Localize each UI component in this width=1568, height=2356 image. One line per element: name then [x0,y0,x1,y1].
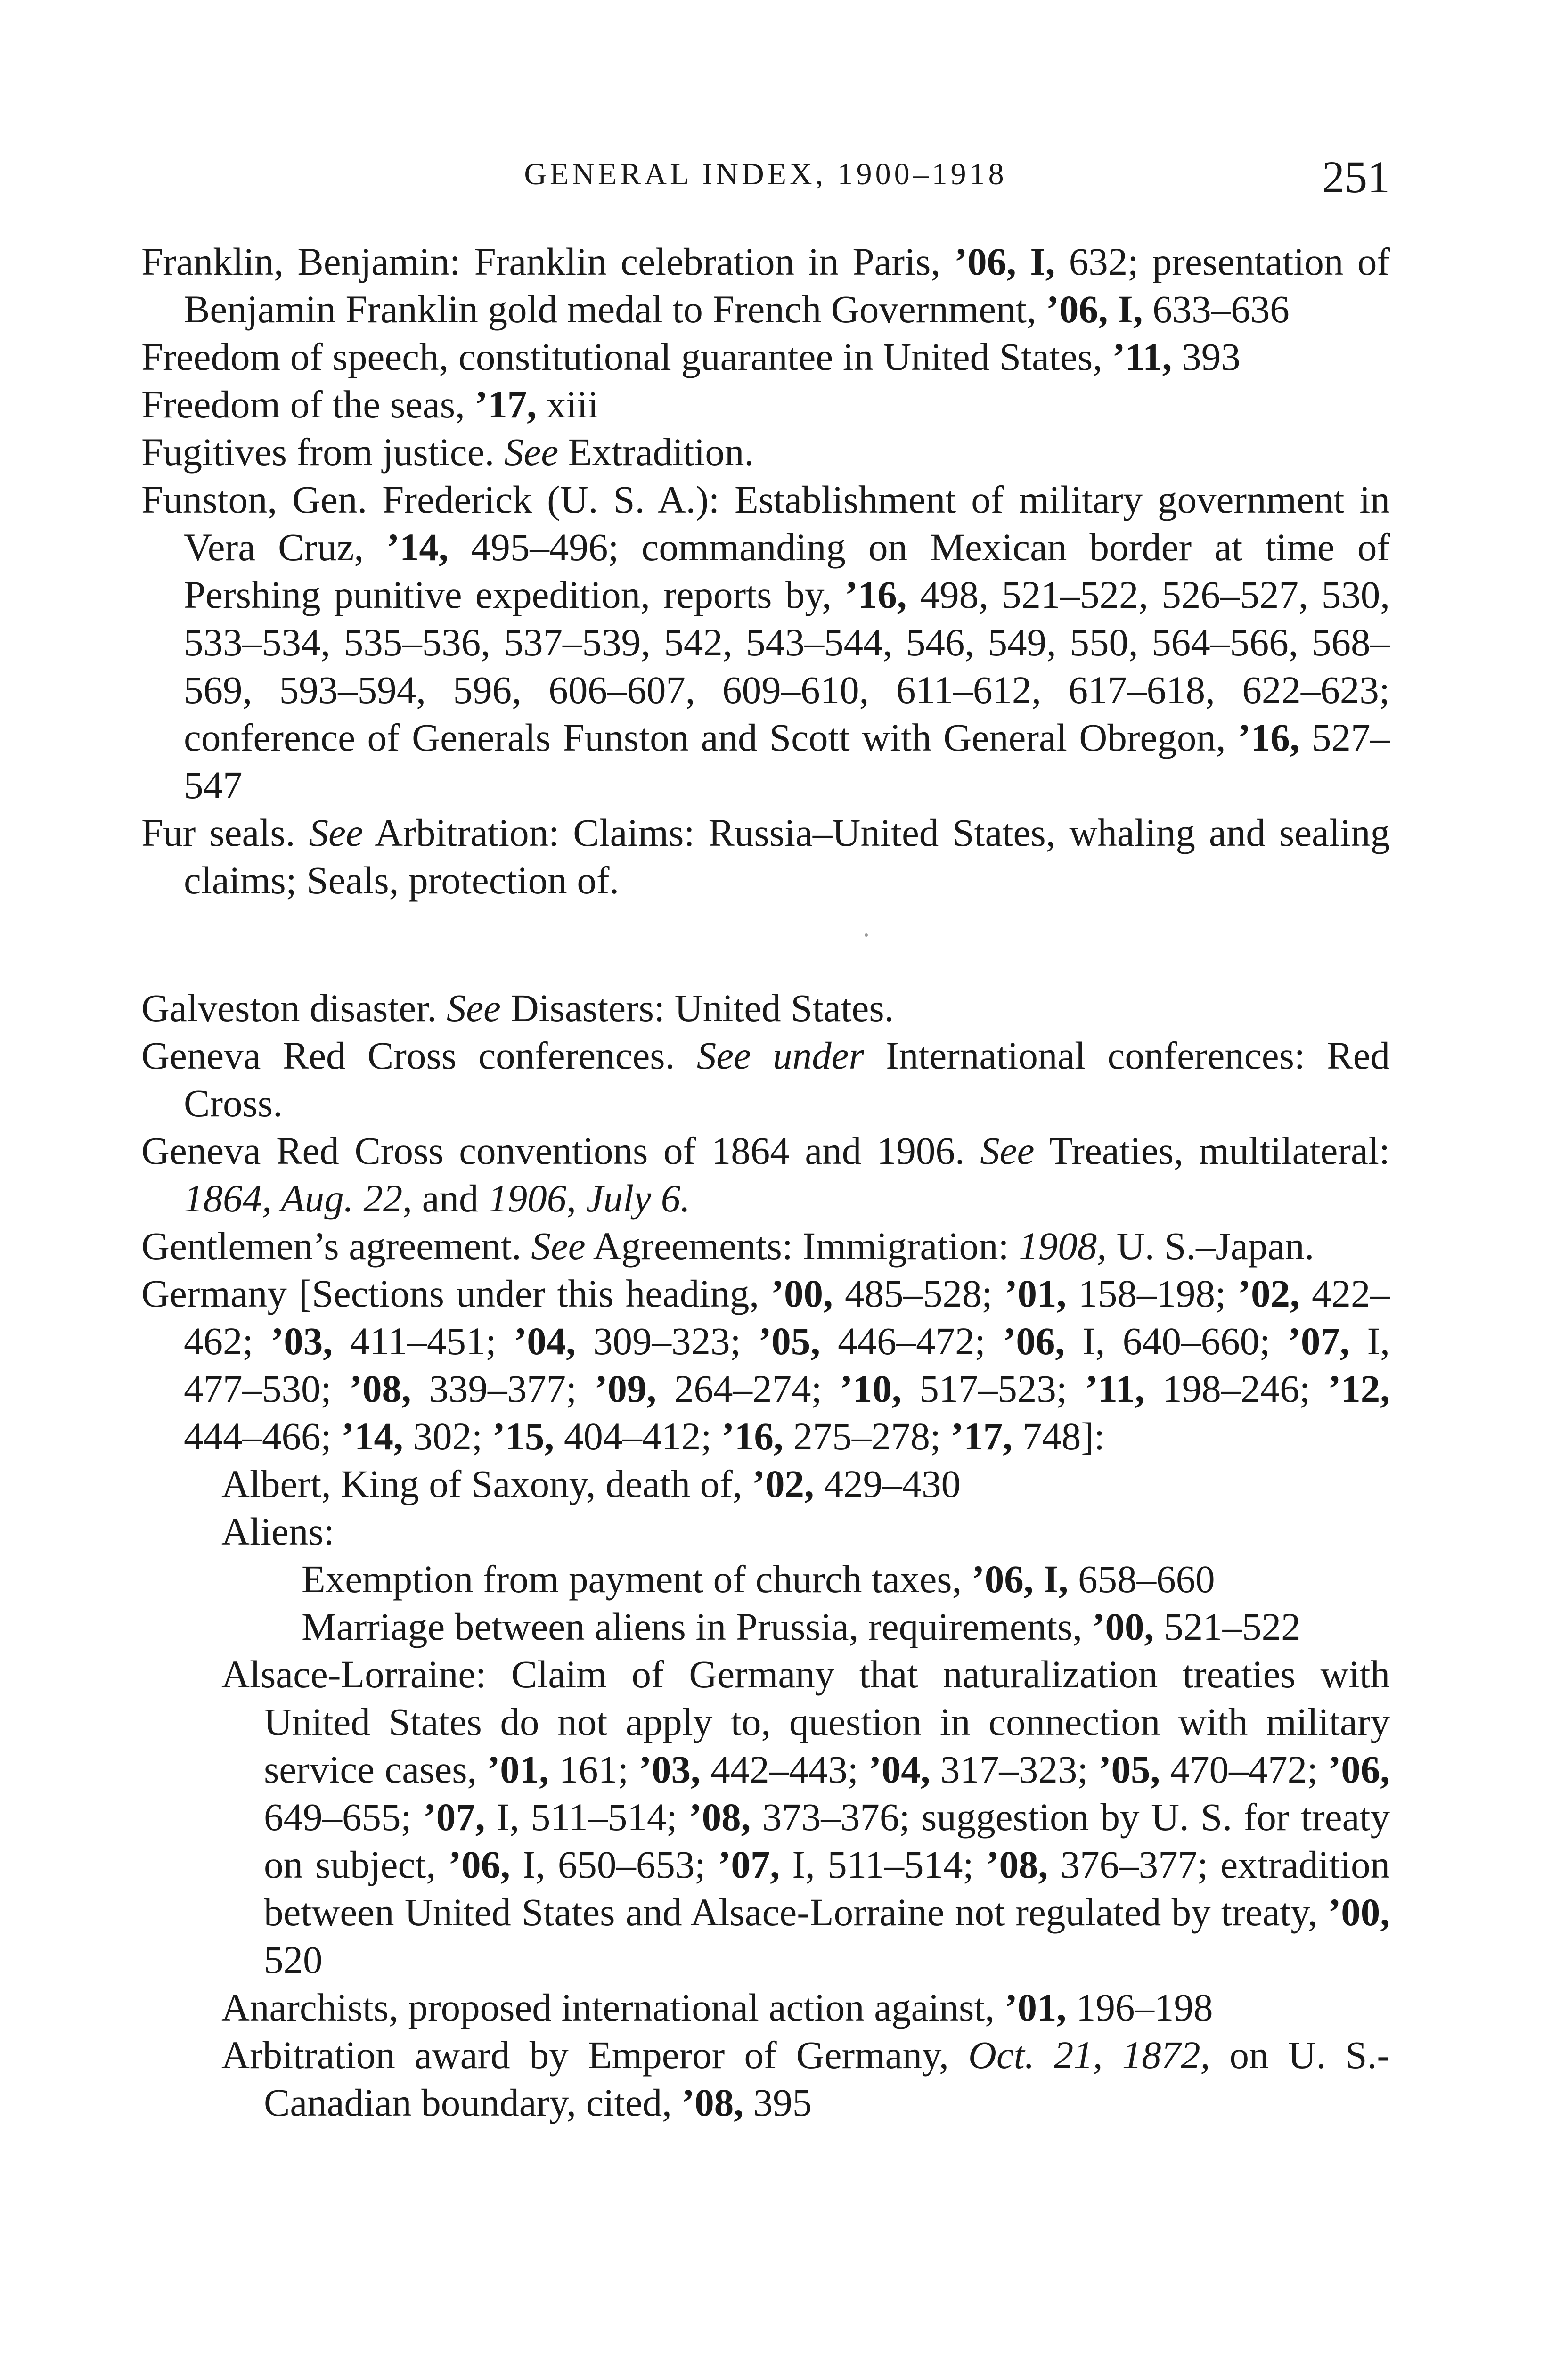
entry-germany: Germany [Sections under this heading, ’00, 485–528; ’01, 158–198; ’02, 422–462; ’03, 411–451; ’04, 309–323; ’05, 446–472; ’06, I, 640–660; ’07, I, 477–530; ’08, 339–377; ’09, 264–274; ’10, 517–523; ’11, 198–246; ’12, 444–466; ’14, 302; ’15, 404–412; ’16, 275–278; ’17, 748]: [141,1272,1390,1458]
entry-fugitives: Fugitives from justice. See Extradition. [141,430,754,474]
subentry-alsace-lorraine: Alsace-Lorraine: Claim of Germany that naturalization treaties with United States do not apply to, question in connection with military service cases, ’01, 161; ’03, 442–443; ’04, 317–323; ’05, 470–472; ’06, 649–655; ’07, I, 511–514; ’08, 373–376; suggestion by U. S. for treaty on subject, ’06, I, 650–653; ’07, I, 511–514; ’08, 376–377; extradition between United States and Alsace-Lorraine not regulated by treaty, ’00, 520 [221,1652,1390,1981]
subentry-marriage: Marriage between aliens in Prussia, requirements, ’00, 521–522 [302,1605,1301,1648]
running-title: GENERAL INDEX, 1900–1918 [524,157,1007,191]
entry-freedom-of-the-seas: Freedom of the seas, ’17, xiii [141,383,599,426]
entry-funston: Funston, Gen. Frederick (U. S. A.): Establishment of military government in Vera Cruz, ’14, 495–496; commanding on Mexican border at time of Pershing punitive expedition, reports by, ’16, 498, 521–522, 526–527, 530, 533–534, 535–536, 537–539, 542, 543–544, 546, 549, 550, 564–566, 568–569, 593–594, 596, 606–607, 609–610, 611–612, 617–618, 622–623; conference of Generals Funston and Scott with General Obregon, ’16, 527–547 [141,478,1390,807]
subentry-aliens: Aliens: [221,1510,335,1553]
stray-mark [865,933,868,937]
subentry-anarchists: Anarchists, proposed international action against, ’01, 196–198 [221,1986,1213,2029]
entry-geneva-conferences: Geneva Red Cross conferences. See under International conferences: Red Cross. [141,1034,1390,1125]
subentry-exemption: Exemption from payment of church taxes, ’06, I, 658–660 [302,1557,1215,1601]
entry-franklin: Franklin, Benjamin: Franklin celebration in Paris, ’06, I, 632; presentation of Benjamin Franklin gold medal to French Government, ’06, I, 633–636 [141,240,1390,331]
page-header [141,151,1390,203]
page-number: 251 [1322,152,1390,202]
subentry-arbitration: Arbitration award by Emperor of Germany, Oct. 21, 1872, on U. S.-Canadian boundary, cited, ’08, 395 [221,2033,1390,2124]
subentry-albert: Albert, King of Saxony, death of, ’02, 429–430 [221,1462,961,1505]
entry-gentlemens-agreement: Gentlemen’s agreement. See Agreements: Immigration: 1908, U. S.–Japan. [141,1224,1315,1268]
entry-geneva-conventions: Geneva Red Cross conventions of 1864 and 1906. See Treaties, multilateral: 1864, Aug. 22, and 1906, July 6. [141,1129,1390,1220]
entry-galveston: Galveston disaster. See Disasters: United States. [141,986,894,1030]
section-gap [141,904,1390,984]
entry-freedom-of-speech: Freedom of speech, constitutional guarantee in United States, ’11, 393 [141,335,1241,378]
entry-fur-seals: Fur seals. See Arbitration: Claims: Russia–United States, whaling and sealing claims; Seals, protection of. [141,811,1390,902]
index-entries [141,238,1390,2127]
